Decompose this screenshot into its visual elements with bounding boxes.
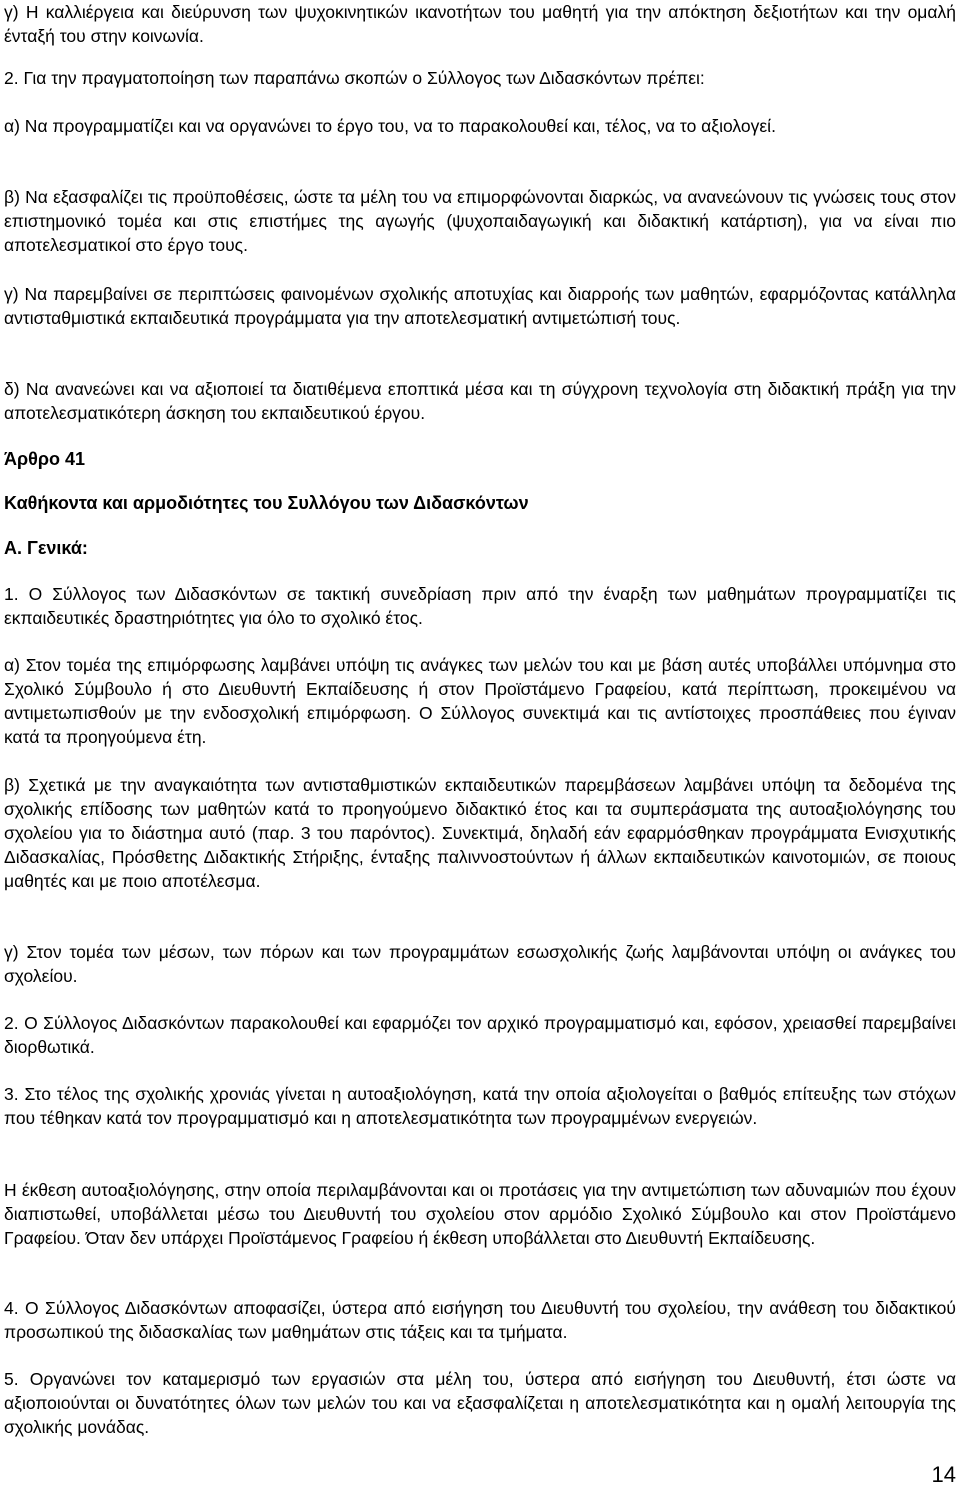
paragraph-alpha-planning: α) Να προγραμματίζει και να οργανώνει το έργο του, να το παρακολουθεί και, τέλος, να το αξιολογεί. xyxy=(4,116,776,136)
paragraph-3-self-evaluation: 3. Στο τέλος της σχολικής χρονιάς γίνεται η αυτοαξιολόγηση, κατά την οποία αξιολογείται ο βαθμός επίτευξης των στόχων που τέθηκαν κατά τον προγραμματισμό και η αποτελεσματικότητα των προγραμμένων ενεργειών. xyxy=(4,1084,956,1128)
article-title-heading: Καθήκοντα και αρμοδιότητες του Συλλόγου των Διδασκόντων xyxy=(4,493,529,513)
section-general-heading: Α. Γενικά: xyxy=(4,538,88,558)
paragraph-self-evaluation-report: Η έκθεση αυτοαξιολόγησης, στην οποία περιλαμβάνονται και οι προτάσεις για την αντιμετώπιση των αδυναμιών που έχουν διαπιστωθεί, υποβάλλεται μέσω του Διευθυντή του σχολείου στον αρμόδιο Σχολικό Σύμβουλο και στον Προϊστάμενο Γραφείου. Όταν δεν υπάρχει Προϊστάμενος Γραφείου ή έκθεση υποβάλλεται στο Διευθυντή Εκπαίδευσης. xyxy=(4,1180,956,1248)
paragraph-gamma-resources: γ) Στον τομέα των μέσων, των πόρων και των προγραμμάτων εσωσχολικής ζωής λαμβάνονται υπόψη οι ανάγκες του σχολείου. xyxy=(4,942,956,986)
page-number: 14 xyxy=(931,1462,956,1487)
paragraph-2-monitoring: 2. Ο Σύλλογος Διδασκόντων παρακολουθεί και εφαρμόζει τον αρχικό προγραμματισμό και, εφόσον, χρειασθεί παρεμβαίνει διορθωτικά. xyxy=(4,1013,956,1057)
paragraph-1-annual-planning: 1. Ο Σύλλογος των Διδασκόντων σε τακτική συνεδρίαση πριν από την έναρξη των μαθημάτων προγραμματίζει τις εκπαιδευτικές δραστηριότητες για όλο το σχολικό έτος. xyxy=(4,584,956,628)
paragraph-beta-compensatory: β) Σχετικά με την αναγκαιότητα των αντισταθμιστικών εκπαιδευτικών παρεμβάσεων λαμβάνει υπόψη τα δεδομένα της σχολικής επίδοσης των μαθητών κατά το προηγούμενο διδακτικό έτος και τα συμπεράσματα της αυτοαξιολόγησης του σχολείου για το διάστημα αυτό (παρ. 3 του παρόντος). Συνεκτιμά, δηλαδή εάν εφαρμόσθηκαν προγράμματα Ενισχυτικής Διδασκαλίας, Πρόσθετης Διδακτικής Στήριξης, ένταξης παλιννοστούντων ή άλλων εκπαιδευτικών καινοτομιών, σε ποιους μαθητές και με ποιο αποτέλεσμα. xyxy=(4,775,956,891)
paragraph-2-requirements: 2. Για την πραγματοποίηση των παραπάνω σκοπών ο Σύλλογος των Διδασκόντων πρέπει: xyxy=(4,68,705,88)
paragraph-beta-training: β) Να εξασφαλίζει τις προϋποθέσεις, ώστε τα μέλη του να επιμορφώνονται διαρκώς, να ανανεώνουν τις γνώσεις τους στον επιστημονικό τομέα και στις επιστήμες της αγωγής (ψυχοπαιδαγωγική και διδακτική κατάρτιση), για να είναι πιο αποτελεσματικοί στο έργο τους. xyxy=(4,187,956,255)
paragraph-4-assignment: 4. Ο Σύλλογος Διδασκόντων αποφασίζει, ύστερα από εισήγηση του Διευθυντή του σχολείου, την ανάθεση του διδακτικού προσωπικού της διδασκαλίας των μαθημάτων στις τάξεις και τα τμήματα. xyxy=(4,1298,956,1342)
paragraph-5-task-distribution: 5. Οργανώνει τον καταμερισμό των εργασιών στα μέλη του, ύστερα από εισήγηση του Διευθυντή, έτσι ώστε να αξιοποιούνται οι δυνατότητες όλων των μελών του και να εξασφαλίζεται η αποτελεσματικότητα και η ομαλή λειτουργία της σχολικής μονάδας. xyxy=(4,1369,956,1437)
paragraph-gamma-intervention: γ) Να παρεμβαίνει σε περιπτώσεις φαινομένων σχολικής αποτυχίας και διαρροής των μαθητών, εφαρμόζοντας κατάλληλα αντισταθμιστικά εκπαιδευτικά προγράμματα για την αποτελεσματική αντιμετώπισή τους. xyxy=(4,284,956,328)
paragraph-gamma-psychomotor: γ) Η καλλιέργεια και διεύρυνση των ψυχοκινητικών ικανοτήτων του μαθητή για την απόκτηση δεξιοτήτων και την ομαλή ένταξή του στην κοινωνία. xyxy=(4,2,956,46)
paragraph-delta-technology: δ) Να ανανεώνει και να αξιοποιεί τα διατιθέμενα εποπτικά μέσα και τη σύγχρονη τεχνολογία στη διδακτική πράξη για την αποτελεσματικότερη άσκηση του εκπαιδευτικού έργου. xyxy=(4,379,956,423)
article-number-heading: Άρθρο 41 xyxy=(4,449,86,469)
paragraph-alpha-training-sector: α) Στον τομέα της επιμόρφωσης λαμβάνει υπόψη τις ανάγκες των μελών του και με βάση αυτές υποβάλλει υπόμνημα στο Σχολικό Σύμβουλο ή στο Διευθυντή Εκπαίδευσης ή στον Προϊστάμενο Γραφείου, κατά περίπτωση, προκειμένου να αντιμετωπισθούν με την ενδοσχολική επιμόρφωση. Ο Σύλλογος συνεκτιμά και τις αντίστοιχες προσπάθειες που έγιναν κατά τα προηγούμενα έτη. xyxy=(4,655,956,747)
